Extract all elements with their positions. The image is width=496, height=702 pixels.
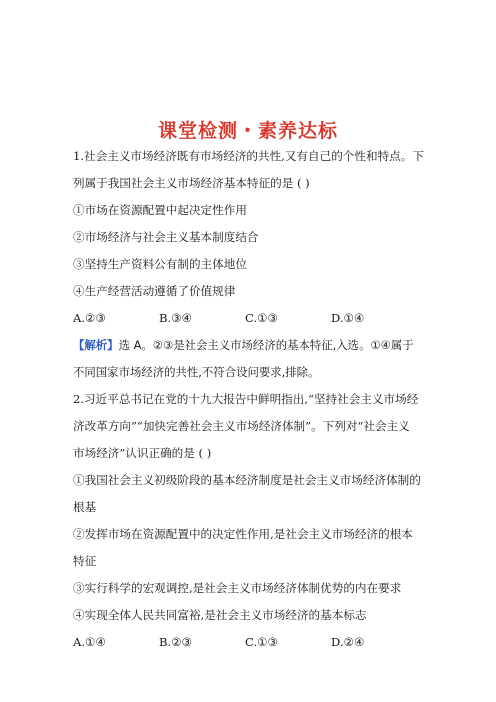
q1-option-d: D.①④ (331, 311, 365, 325)
q1-item-2: ②市场经济与社会主义基本制度结合 (73, 230, 259, 244)
q2-item-4: ④实现全体人民共同富裕,是社会主义市场经济的基本标志 (73, 608, 367, 622)
q1-item-4: ④生产经营活动遵循了价值规律 (73, 284, 236, 298)
q1-item-3: ③坚持生产资料公有制的主体地位 (73, 257, 247, 271)
question-content (73, 143, 431, 656)
q2-item-1-line-2: 根基 (73, 500, 97, 514)
page-title: 课堂检测・素养达标 (157, 120, 338, 142)
q2-stem-line-1: 2.习近平总书记在党的十九大报告中鲜明指出,“坚持社会主义市场经 (73, 392, 419, 406)
q2-option-c: C.①③ (245, 635, 278, 649)
q2-item-2-line-1: ②发挥市场在资源配置中的决定性作用,是社会主义市场经济的根本 (73, 527, 413, 541)
q1-analysis-line-2: 不同国家市场经济的共性,不符合设问要求,排除。 (73, 365, 320, 379)
q2-option-d: D.②④ (331, 635, 365, 649)
q2-option-a: A.①④ (73, 635, 106, 649)
q1-analysis-text-1: 选 A。②③是社会主义市场经济的基本特征,入选。①④属于 (118, 338, 414, 352)
q2-options (73, 629, 431, 656)
q2-item-1-line-1: ①我国社会主义初级阶段的基本经济制度是社会主义市场经济体制的 (73, 473, 421, 487)
q1-item-1: ①市场在资源配置中起决定性作用 (73, 203, 247, 217)
analysis-tag: 【解析】 (73, 338, 119, 352)
q1-option-a: A.②③ (73, 311, 106, 325)
q1-option-c: C.①③ (245, 311, 278, 325)
q1-stem-line-1: 1.社会主义市场经济既有市场经济的共性,又有自己的个性和特点。下 (73, 149, 424, 163)
q2-option-b: B.②③ (159, 635, 192, 649)
q1-option-b: B.③④ (159, 311, 192, 325)
q2-item-3: ③实行科学的宏观调控,是社会主义市场经济体制优势的内在要求 (73, 581, 402, 595)
q2-stem-line-3: 市场经济”认识正确的是 ( ) (73, 446, 212, 460)
q2-stem-line-2: 济改革方向”“加快完善社会主义市场经济体制”。下列对“社会主义 (73, 419, 410, 433)
q1-options (73, 305, 431, 332)
q2-item-2-line-2: 特征 (73, 554, 97, 568)
q1-analysis-line-1 (73, 332, 431, 359)
q1-stem-line-2: 列属于我国社会主义市场经济基本特征的是 ( ) (73, 176, 310, 190)
